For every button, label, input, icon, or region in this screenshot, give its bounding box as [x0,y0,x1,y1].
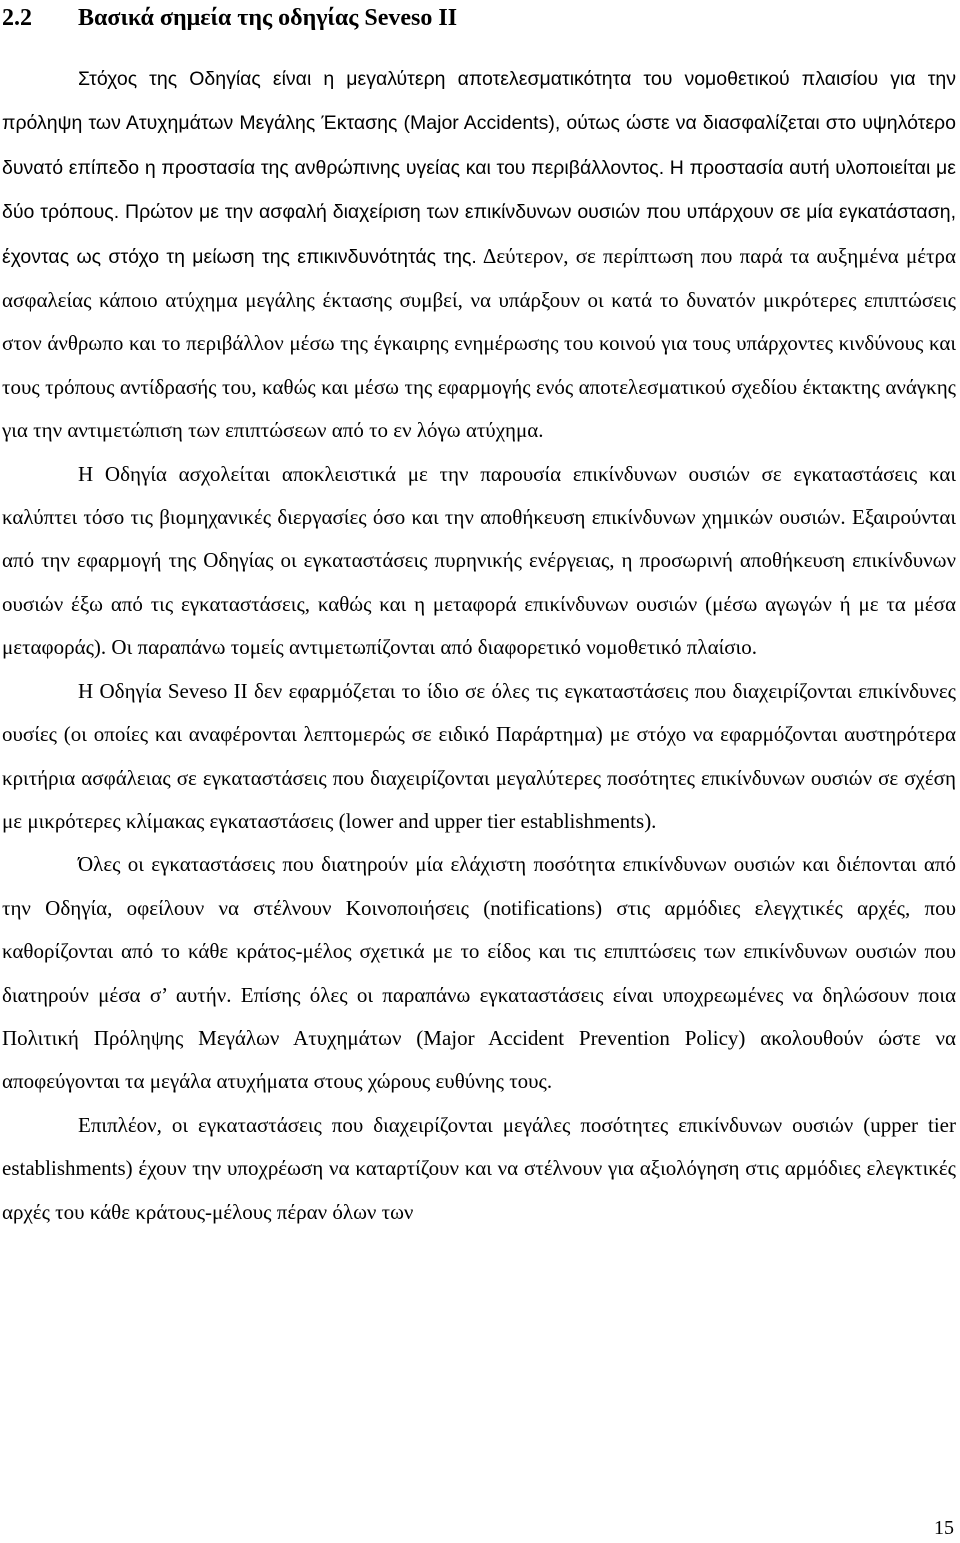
section-heading [2,2,457,34]
paragraph-scope: Η Οδηγία ασχολείται αποκλειστικά με την παρουσία επικίνδυνων ουσιών σε εγκαταστάσεις και καλύπτει τόσο τις βιομηχανικές διεργασίες όσο και την αποθήκευση επικίνδυνων χημικών ουσιών. Εξαιρούνται από την εφαρμογή της Οδηγίας οι εγκαταστάσεις πυρηνικής ενέργειας, η προσωρινή αποθήκευση επικίνδυνων ουσιών έξω από τις εγκαταστάσεις, καθώς και η μεταφορά επικίνδυνων ουσιών (μέσω αγωγών ή με τα μέσα μεταφοράς). Οι παραπάνω τομείς αντιμετωπίζονται από διαφορετικό νομοθετικό πλαίσιο. [2,461,956,660]
paragraph-objective-sans-text: Στόχος της Οδηγίας είναι η μεγαλύτερη αποτελεσματικότητα του νομοθετικού πλαισίου για την πρόληψη των Ατυχημάτων Μεγάλης Έκτασης (Major Accidents), ούτως ώστε να διασφαλίζεται στο υψηλότερο δυνατό επίπεδο η προστασία της ανθρώπινης υγείας και του περιβάλλοντος. Η προστασία αυτή υλοποιείται με δύο τρόπους. Πρώτον με την ασφαλή διαχείριση των επικίνδυνων ουσιών που υπάρχουν σε μία εγκατάσταση, έχοντας ως στόχο τη μείωση της επικινδυνότητάς της. [2,68,956,268]
paragraph-objective-serif-text: Δεύτερον, σε περίπτωση που παρά τα αυξημένα μέτρα ασφαλείας κάποιο ατύχημα μεγάλης έκτασης συμβεί, να υπάρξουν οι κατά το δυνατόν μικρότερες επιπτώσεις στον άνθρωπο και το περιβάλλον μέσω της έγκαιρης ενημέρωσης του κοινού για τους υπάρχοντες κινδύνους και τους τρόπους αντίδρασής του, καθώς και μέσω της εφαρμογής ενός αποτελεσματικού σχεδίου έκτακτης ανάγκης για την αντιμετώπιση των επιπτώσεων από το εν λόγω ατύχημα. [2,243,956,443]
section-title: Βασικά σημεία της οδηγίας Seveso II [78,5,458,31]
page-number: 15 [934,1517,954,1539]
body-text [2,57,956,1234]
paragraph-notifications: Όλες οι εγκαταστάσεις που διατηρούν μία ελάχιστη ποσότητα επικίνδυνων ουσιών και διέπονται από την Οδηγία, οφείλουν να στέλνουν Κοινοποιήσεις (notifications) στις αρμόδιες ελεγχτικές αρχές, που καθορίζονται από το κάθε κράτος-μέλος σχετικά με το είδος και τις επιπτώσεις των επικίνδυνων ουσιών που διατηρούν μέσα σ’ αυτήν. Επίσης όλες οι παραπάνω εγκαταστάσεις είναι υποχρεωμένες να δηλώσουν ποια Πολιτική Πρόληψης Μεγάλων Ατυχημάτων (Major Accident Prevention Policy) ακολουθούν ώστε να αποφεύγονται τα μεγάλα ατυχήματα στους χώρους ευθύνης τους. [2,852,956,1094]
paragraph-objective [2,57,956,453]
paragraph-tiers: Η Οδηγία Seveso II δεν εφαρμόζεται το ίδιο σε όλες τις εγκαταστάσεις που διαχειρίζονται επικίνδυνες ουσίες (οι οποίες και αναφέρονται λεπτομερώς σε ειδικό Παράρτημα) με στόχο να εφαρμόζονται αυστηρότερα κριτήρια ασφάλειας σε εγκαταστάσεις που διαχειρίζονται μεγαλύτερες ποσότητες επικίνδυνων ουσιών σε σχέση με μικρότερες κλίμακας εγκαταστάσεις (lower and upper tier establishments). [2,678,956,833]
section-number: 2.2 [2,5,32,31]
paragraph-upper-tier: Επιπλέον, οι εγκαταστάσεις που διαχειρίζονται μεγάλες ποσότητες επικίνδυνων ουσιών (upper tier establishments) έχουν την υποχρέωση να καταρτίζουν και να στέλνουν για αξιολόγηση στις αρμόδιες ελεγκτικές αρχές του κάθε κράτους-μέλους πέραν όλων των [2,1112,956,1224]
